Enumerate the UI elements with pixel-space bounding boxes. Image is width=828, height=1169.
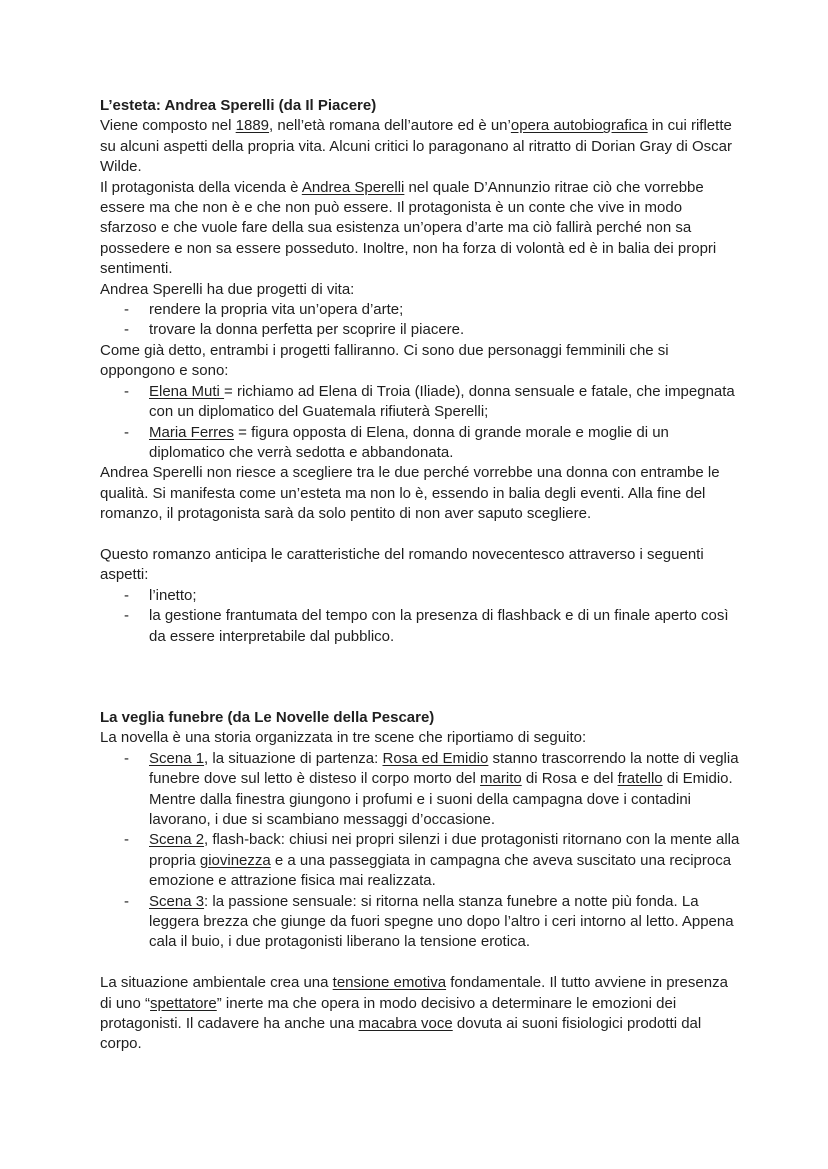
- list-item: [100, 300, 740, 320]
- underlined-term: Scena 1: [149, 749, 205, 767]
- spacer: [100, 525, 740, 545]
- underlined-term: marito: [480, 770, 522, 788]
- paragraph-novel-aspects: Questo romanzo anticipa le caratteristiche del romando novecentesco attraverso i seguenti aspetti:: [100, 545, 704, 584]
- paragraph-novella-intro: La novella è una storia organizzata in tre scene che riportiamo di seguito:: [100, 729, 587, 747]
- text-run: di Rosa e del: [521, 770, 618, 788]
- dash-bullet: -: [124, 607, 129, 625]
- list-item: [100, 382, 740, 423]
- dash-bullet: -: [124, 586, 129, 604]
- text-run: , flash-back: chiusi nei propri silenzi i due protagonisti ritornano con la mente alla propria: [149, 831, 740, 869]
- women-list: [100, 382, 740, 464]
- list-item-text: la gestione frantumata del tempo con la presenza di flashback e di un finale aperto così da essere interpretabile dal pubblico.: [149, 607, 729, 645]
- text-run: Viene composto nel: [100, 117, 236, 135]
- underlined-term: giovinezza: [199, 851, 271, 869]
- paragraph-choice: Andrea Sperelli non riesce a scegliere tra le due perché vorrebbe una donna con entrambe le qualità. Si manifesta come un’esteta ma non lo è, essendo in balia degli eventi. Alla fine del romanzo, il protagonista sarà da solo pentito di non aver saputo scegliere.: [100, 464, 720, 523]
- underlined-term: Scena 2: [149, 831, 205, 849]
- section-title-esteta: L’esteta: Andrea Sperelli (da Il Piacere): [100, 97, 377, 114]
- scene-item-2: [100, 830, 740, 891]
- dash-bullet: -: [124, 749, 129, 767]
- text-run: di Emidio. Mentre dalla finestra giungono i profumi e i suoni della campagna dove i contadini lavorano, i due si scambiano messaggi d’occasione.: [149, 770, 733, 828]
- list-item: [100, 606, 740, 647]
- underlined-term: opera autobiografica: [510, 117, 648, 135]
- underlined-name: Andrea Sperelli: [301, 178, 405, 196]
- dash-bullet: -: [124, 423, 129, 441]
- list-item-text: = richiamo ad Elena di Troia (Iliade), donna sensuale e fatale, che impegnata con un diplomatico del Guatemala rifiuterà Sperelli;: [149, 382, 735, 421]
- dash-bullet: -: [124, 301, 129, 319]
- list-item-text: = figura opposta di Elena, donna di grande morale e moglie di un diplomatico che verrà sedotta e abbandonata.: [149, 423, 669, 461]
- section-title-veglia: La veglia funebre (da Le Novelle della Pescare): [100, 708, 435, 726]
- list-item-text: trovare la donna perfetta per scoprire il piacere.: [149, 321, 465, 339]
- dash-bullet: -: [124, 892, 129, 910]
- list-item-text: rendere la propria vita un’opera d’arte;: [149, 301, 404, 319]
- text-run: , nell’età romana dell’autore ed è un’: [269, 117, 511, 135]
- underlined-term: Rosa ed Emidio: [382, 749, 489, 767]
- text-run: : la passione sensuale: si ritorna nella stanza funebre a notte più fonda. La leggera brezza che giunge da fuori spegne uno dopo l’altro i ceri intorno al letto. Appena cala il buio, i due protagonisti liberano la tensione erotica.: [149, 892, 734, 951]
- paragraph-protagonist: [100, 178, 740, 280]
- underlined-term: fratello: [617, 770, 663, 788]
- paragraph-composition: [100, 116, 740, 177]
- aspects-list: [100, 586, 740, 647]
- scenes-list: [100, 749, 740, 953]
- dash-bullet: -: [124, 382, 129, 400]
- list-item-text: l’inetto;: [149, 586, 197, 604]
- underlined-term: tensione emotiva: [332, 974, 447, 992]
- text-run: , la situazione di partenza:: [204, 749, 383, 767]
- dash-bullet: -: [124, 321, 129, 339]
- dash-bullet: -: [124, 831, 129, 849]
- document-content: [100, 96, 740, 1055]
- text-run: La situazione ambientale crea una: [100, 974, 333, 992]
- scene-item-1: [100, 749, 740, 831]
- text-run: e a una passeggiata in campagna che aveva suscitato una reciproca emozione e attrazione fisica mai realizzata.: [149, 851, 732, 890]
- text-run: in cui riflette su alcuni aspetti della propria vita. Alcuni critici lo paragonano al ritratto di Dorian Gray di Oscar Wilde.: [100, 117, 732, 176]
- underlined-year: 1889: [235, 117, 270, 135]
- projects-list: [100, 300, 740, 341]
- list-item: [100, 423, 740, 464]
- paragraph-projects-intro: Andrea Sperelli ha due progetti di vita:: [100, 280, 355, 298]
- list-item: [100, 586, 740, 606]
- list-item: [100, 320, 740, 340]
- scene-item-3: [100, 892, 740, 953]
- text-run: fondamentale. Il tutto avviene in presenza di uno “: [100, 974, 728, 1012]
- underlined-name: Maria Ferres: [149, 423, 235, 441]
- underlined-term: spettatore: [150, 994, 217, 1012]
- spacer: [100, 953, 740, 973]
- text-run: dovuta ai suoni fisiologici prodotti dal corpo.: [100, 1015, 702, 1053]
- underlined-term: macabra voce: [358, 1015, 453, 1033]
- paragraph-closing: [100, 973, 740, 1055]
- underlined-name: Elena Muti: [149, 382, 225, 400]
- text-run: Il protagonista della vicenda è: [100, 178, 302, 196]
- text-run: stanno trascorrendo la notte di veglia funebre dove sul letto è disteso il corpo morto del: [149, 749, 739, 788]
- spacer: [100, 647, 740, 708]
- text-run: nel quale D’Annunzio ritrae ciò che vorrebbe essere ma che non è e che non può essere. Il protagonista è un conte che vive in modo sfarzoso e che vuole fare della sua esistenza un’opera d’arte ma ciò fallirà perché non sa possedere e non sa essere posseduto. Inoltre, non ha forza di volontà ed è in balia dei propri sentimenti.: [100, 178, 717, 278]
- paragraph-women-intro: Come già detto, entrambi i progetti falliranno. Ci sono due personaggi femminili che si oppongono e sono:: [100, 341, 669, 380]
- underlined-term: Scena 3: [149, 892, 205, 910]
- text-run: ” inerte ma che opera in modo decisivo a determinare le emozioni dei protagonisti. Il cadavere ha anche una: [100, 994, 677, 1033]
